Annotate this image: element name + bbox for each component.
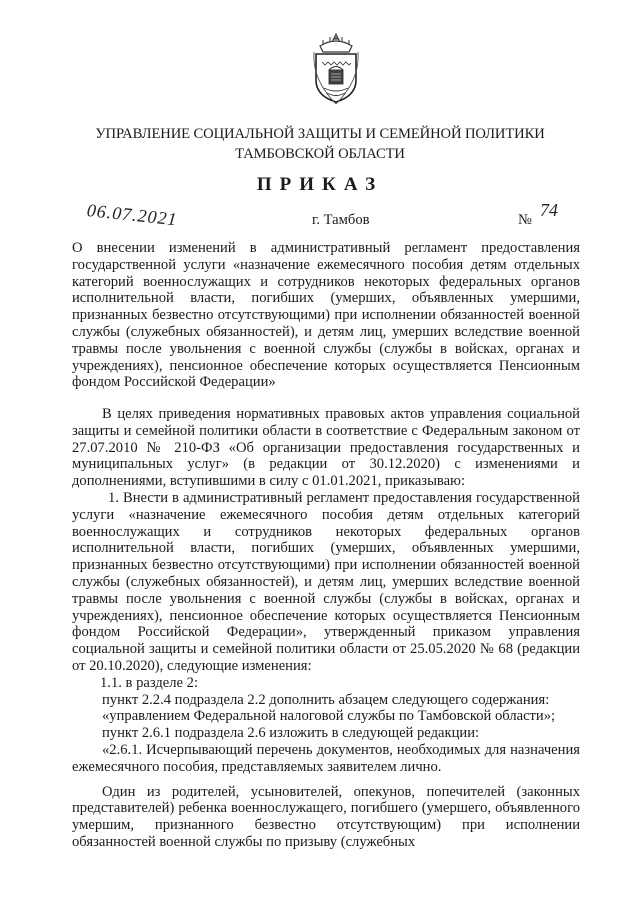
order-body <box>72 406 580 851</box>
item-1-1-b-quote: «2.6.1. Исчерпывающий перечень документов, необходимых для назначения ежемесячного пособия, представляемых заявителем лично. <box>72 741 580 775</box>
item-1-1-a-quote: «управлением Федеральной налоговой службы по Тамбовской области»; <box>102 708 556 725</box>
document-title: ПРИКАЗ <box>256 174 384 195</box>
handwritten-date: 06.07.2021 <box>85 200 179 230</box>
organization-line-1: УПРАВЛЕНИЕ СОЦИАЛЬНОЙ ЗАЩИТЫ И СЕМЕЙНОЙ ПОЛИТИКИ <box>95 126 545 142</box>
item-1-1-b-paragraph: пункт 2.6.1 подраздела 2.6 изложить в следующей редакции: <box>102 725 480 742</box>
subject-text: О внесении изменений в административный регламент предоставления государственной услуги «назначение ежемесячного пособия детям отдельных категорий военнослужащих и сотрудников некоторых федеральных органов исполнительной власти, погибших (умерших, объявленных умершими, признанных безвестно отсутствующими) при исполнении обязанностей военной службы (служебных обязанностей), и детям лиц, умерших вследствие военной травмы после увольнения с военной службы (службы в войсках, органах и учреждениях), пенсионное обеспечение которых осуществляется Пенсионным фондом Российской Федерации» <box>72 240 580 391</box>
tambov-coat-of-arms-icon <box>310 32 362 106</box>
item-1-1-a-paragraph: пункт 2.2.4 подраздела 2.2 дополнить абзацем следующего содержания: <box>102 691 550 708</box>
item-1-1-paragraph: 1.1. в разделе 2: <box>100 674 199 691</box>
item-1-paragraph: 1. Внести в административный регламент предоставления государственной услуги «назначение ежемесячного пособия детям отдельных категорий военнослужащих и сотрудников некоторых федеральных органов исполнительной власти, погибших (умерших, объявленных умершими, признанных безвестно отсутствующими) при исполнении обязанностей военной службы (служебных обязанностей), и детям лиц, умерших вследствие военной травмы после увольнения с военной службы (службы в войсках, органах и учреждениях), пенсионное обеспечение которых осуществляется Пенсионным фондом Российской Федерации», утвержденный приказом управления социальной защиты и семейной политики области от 25.05.2020 № 68 (редакции от 20.10.2020), следующие изменения: <box>72 489 580 674</box>
preamble-paragraph: В целях приведения нормативных правовых актов управления социальной защиты и семейной политики области в соответствие с Федеральным законом от 27.07.2010 № 210-ФЗ «Об организации предоставления государственных и муниципальных услуг» (в редакции от 30.12.2020) с изменениями и дополнениями, вступившими в силу с 01.01.2021, приказываю: <box>72 406 580 490</box>
item-1-1-b-continuation: Один из родителей, усыновителей, опекунов, попечителей (законных представителей) ребенка военнослужащего, погибшего (умершего, объявленного умершим, признанного безвестно отсутствующим) при исполнении обязанностей военной службы по призыву (служебных <box>72 783 580 850</box>
organization-name <box>40 124 600 164</box>
organization-line-2: ТАМБОВСКОЙ ОБЛАСТИ <box>235 146 405 162</box>
city-label: г. Тамбов <box>312 212 370 228</box>
handwritten-number: 74 <box>540 200 558 220</box>
number-sign: № <box>518 212 532 228</box>
order-subject <box>72 240 580 391</box>
